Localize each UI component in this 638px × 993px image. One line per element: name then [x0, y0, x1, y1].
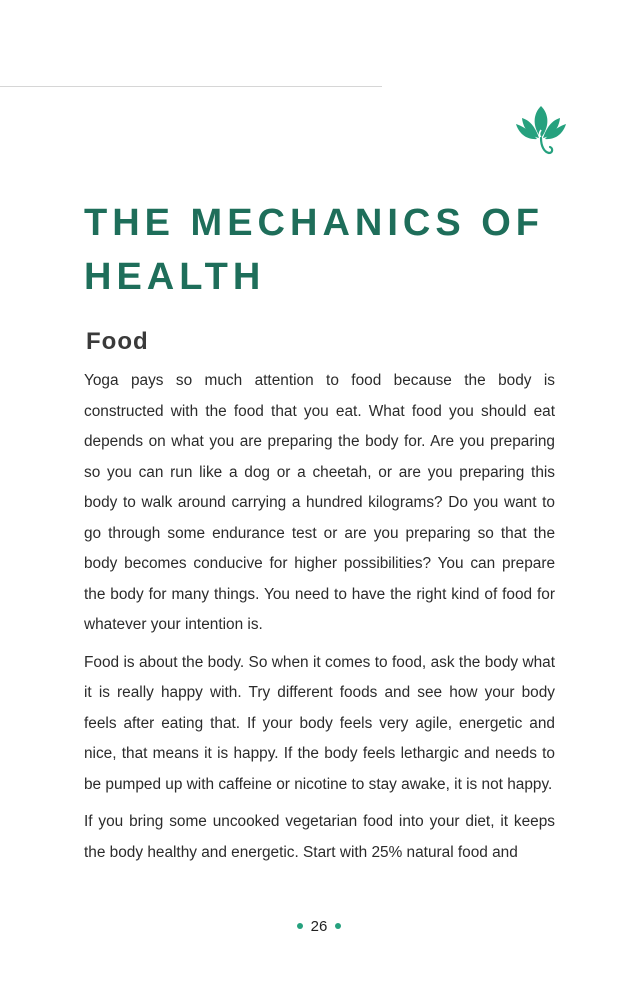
- chapter-title: [84, 196, 564, 304]
- lotus-icon: [515, 104, 567, 160]
- chapter-title-line-1: THE MECHANICS OF: [84, 202, 544, 244]
- page-footer: [0, 918, 638, 935]
- section-heading: Food: [86, 328, 149, 355]
- body-text: [84, 366, 555, 875]
- paragraph-1: Yoga pays so much attention to food because the body is constructed with the food that you eat. What food you should eat depends on what you are preparing the body for. Are you preparing so you can run like a dog or a cheetah, or are you preparing this body to walk around carrying a hundred kilograms? Do you want to go through some endurance test or are you preparing so that the body becomes conducive for higher possibilities? You can prepare the body for many things. You need to have the right kind of food for whatever your intention is.: [84, 372, 555, 633]
- paragraph-2: Food is about the body. So when it comes to food, ask the body what it is really happy with. Try different foods and see how your body feels after eating that. If your body feels very agile, energetic and nice, that means it is happy. If the body feels lethargic and needs to be pumped up with caffeine or nicotine to stay awake, it is not happy.: [84, 653, 555, 793]
- bullet-dot-icon: [297, 923, 303, 929]
- chapter-title-line-2: HEALTH: [84, 256, 266, 298]
- page-number: 26: [310, 918, 328, 935]
- header-divider: [0, 86, 382, 87]
- bullet-dot-icon: [335, 923, 341, 929]
- paragraph-3: If you bring some uncooked vegetarian food into your diet, it keeps the body healthy and energetic. Start with 25% natural food and: [84, 813, 555, 861]
